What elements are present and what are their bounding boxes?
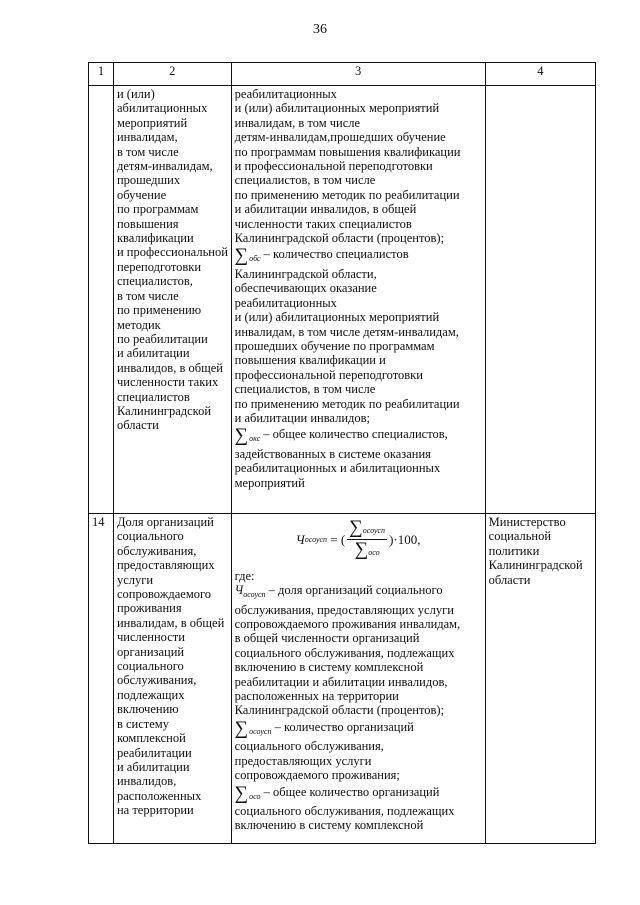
text-line: задействованных в системе оказания [234,446,431,461]
text-line: в систему [116,716,169,731]
sum-osousp-line: $\sum_{осоусп}$ – количество организаций [234,717,414,739]
text-line: и (или) [116,87,155,101]
text-line: и абилитации [116,759,190,774]
header-col-2: 2 [113,63,231,86]
sum-obs-line: $\sum_{обс}$ – количество специалистов [234,245,409,267]
text-line: прошедших обучение по программам [234,338,435,353]
def-line: $Ч_{осоусп}$ – доля организаций социального [234,583,443,600]
text-line: реабилитации [116,745,192,760]
text-line: и абилитации инвалидов; [234,410,371,425]
text-line: профессиональной переподготовки [234,367,423,382]
text-line: включению в систему комплексной [234,660,424,675]
text-line: Доля организаций [116,515,214,529]
text-line: по программам [116,202,199,217]
text-line: социального обслуживания, подлежащих [234,645,455,660]
text-line: и абилитации [116,346,190,361]
text-line: детям-инвалидам, [116,159,213,174]
text-line: квалификации [116,231,194,246]
text-line: абилитационных [116,101,208,116]
indicator-table [88,62,596,844]
text-line: по применению методик по реабилитации [234,396,460,411]
text-line: инвалидам, в том числе детям-инвалидам, [234,324,459,339]
text-line: сопровождаемого проживания инвалидам, [234,617,461,632]
sum-oso-line: $\sum_{осо}$ – общее количество организаций [234,782,440,804]
header-col-1: 1 [89,63,114,86]
text-line: подлежащих [116,687,185,702]
text-line: области [116,418,159,433]
text-line: инвалидам, в общей [116,615,225,630]
text-line: мероприятий [116,115,188,130]
text-line: инвалидам, в том числе [234,115,361,130]
text-line: обслуживания, [116,543,197,558]
text-line: реабилитационных и абилитационных [234,461,441,476]
cont-method-cell [231,86,485,514]
formula-fraction: $\frac{\sum_{осоусп}}{\sum_{осо}}$ [349,517,386,561]
text-line: в том числе [116,144,179,159]
table-row-14 [89,514,596,844]
text-line: численности [116,630,185,645]
text-line: повышения [116,216,179,231]
text-line: социального [116,529,184,544]
header-col-3: 3 [231,63,485,86]
text-line: по применению методик по реабилитации [234,187,460,202]
gde-label: где: [234,568,255,583]
text-line: и профессиональной переподготовки [234,159,433,174]
text-line: инвалидам, [116,130,178,145]
cont-num-cell [89,86,114,514]
text-line: включению [116,702,179,717]
text-line: предоставляющих услуги [234,753,372,768]
text-line: в общей численности организаций [234,631,420,646]
text-line: прошедших [116,173,181,188]
text-line: детям-инвалидам,прошедших обучение [234,130,446,145]
formula: Ч осоусп = ( $\frac{\sum_{осоусп}}{\sum_{осо}}$ )·100, [295,517,421,561]
header-col-4: 4 [485,63,595,86]
sum-symbol: ∑ [234,425,249,447]
row14-name-cell [113,514,231,844]
text-line: и профессиональной [116,245,228,260]
text-line: обслуживания, предоставляющих услуги [234,602,454,617]
text-line: организаций [116,644,185,659]
text-line: численности таких [116,375,219,390]
text-line: и (или) абилитационных мероприятий [234,101,440,116]
page-number: 36 [313,22,327,37]
text-line: расположенных [116,788,202,803]
text-line: предоставляющих [116,558,215,573]
text-line: политики [488,543,540,558]
text-line: специалистов, в том числе [234,173,376,188]
table-header-row [89,63,596,86]
text-line: численности таких специалистов [234,216,412,231]
text-line: Министерство [488,515,566,529]
text-line: расположенных на территории [234,689,399,704]
text-line: проживания [116,601,182,616]
text-line: включению в систему комплексной [234,818,424,833]
text-line: обеспечивающих оказание [234,281,377,296]
sum-oks-line: $\sum_{окс}$ – общее количество специалистов, [234,425,448,447]
text-line: по реабилитации [116,331,208,346]
text-line: обучение [116,187,167,202]
sum-symbol: ∑ [234,245,249,267]
table-row-continuation [89,86,596,514]
text-line: специалистов [116,389,190,404]
row14-method-cell [231,514,485,844]
text-line: и абилитации инвалидов, в общей [234,202,417,217]
cont-name-cell [113,86,231,514]
text-line: по программам повышения квалификации [234,144,461,159]
text-line: Калининградской области, [234,266,377,281]
text-line: в том числе [116,288,179,303]
text-line: социального [116,659,184,674]
text-line: специалистов, в том числе [234,382,376,397]
text-line: реабилитационных [234,295,337,310]
text-line: переподготовки [116,259,202,274]
text-line: мероприятий [234,475,305,490]
row14-responsible-cell [485,514,595,844]
text-line: сопровождаемого проживания; [234,768,400,783]
text-line: и (или) абилитационных мероприятий [234,310,440,325]
text-line: социального обслуживания, подлежащих [234,803,455,818]
text-line: по применению [116,303,202,318]
text-line: услуги [116,572,154,587]
text-line: социального обслуживания, [234,739,384,754]
text-line: области [488,572,531,587]
text-line: инвалидов, в общей [116,360,223,375]
text-line: инвалидов, [116,774,177,789]
text-line: специалистов, [116,274,193,289]
text-line: Калининградской области (процентов); [234,703,445,718]
cont-responsible-cell [485,86,595,514]
text-line: повышения квалификации и [234,353,386,368]
text-line: реабилитации и абилитации инвалидов, [234,674,448,689]
text-line: Калининградской области (процентов); [234,231,445,246]
text-line: методик [116,317,161,332]
text-line: обслуживания, [116,673,197,688]
text-line: Калининградской [488,558,583,573]
text-line: на территории [116,803,194,818]
text-line: сопровождаемого [116,587,212,602]
text-line: Калининградской [116,403,212,418]
text-line: реабилитационных [234,87,337,101]
row14-num-cell: 14 [89,514,114,844]
text-line: социальной [488,529,552,544]
text-line: комплексной [116,731,186,746]
